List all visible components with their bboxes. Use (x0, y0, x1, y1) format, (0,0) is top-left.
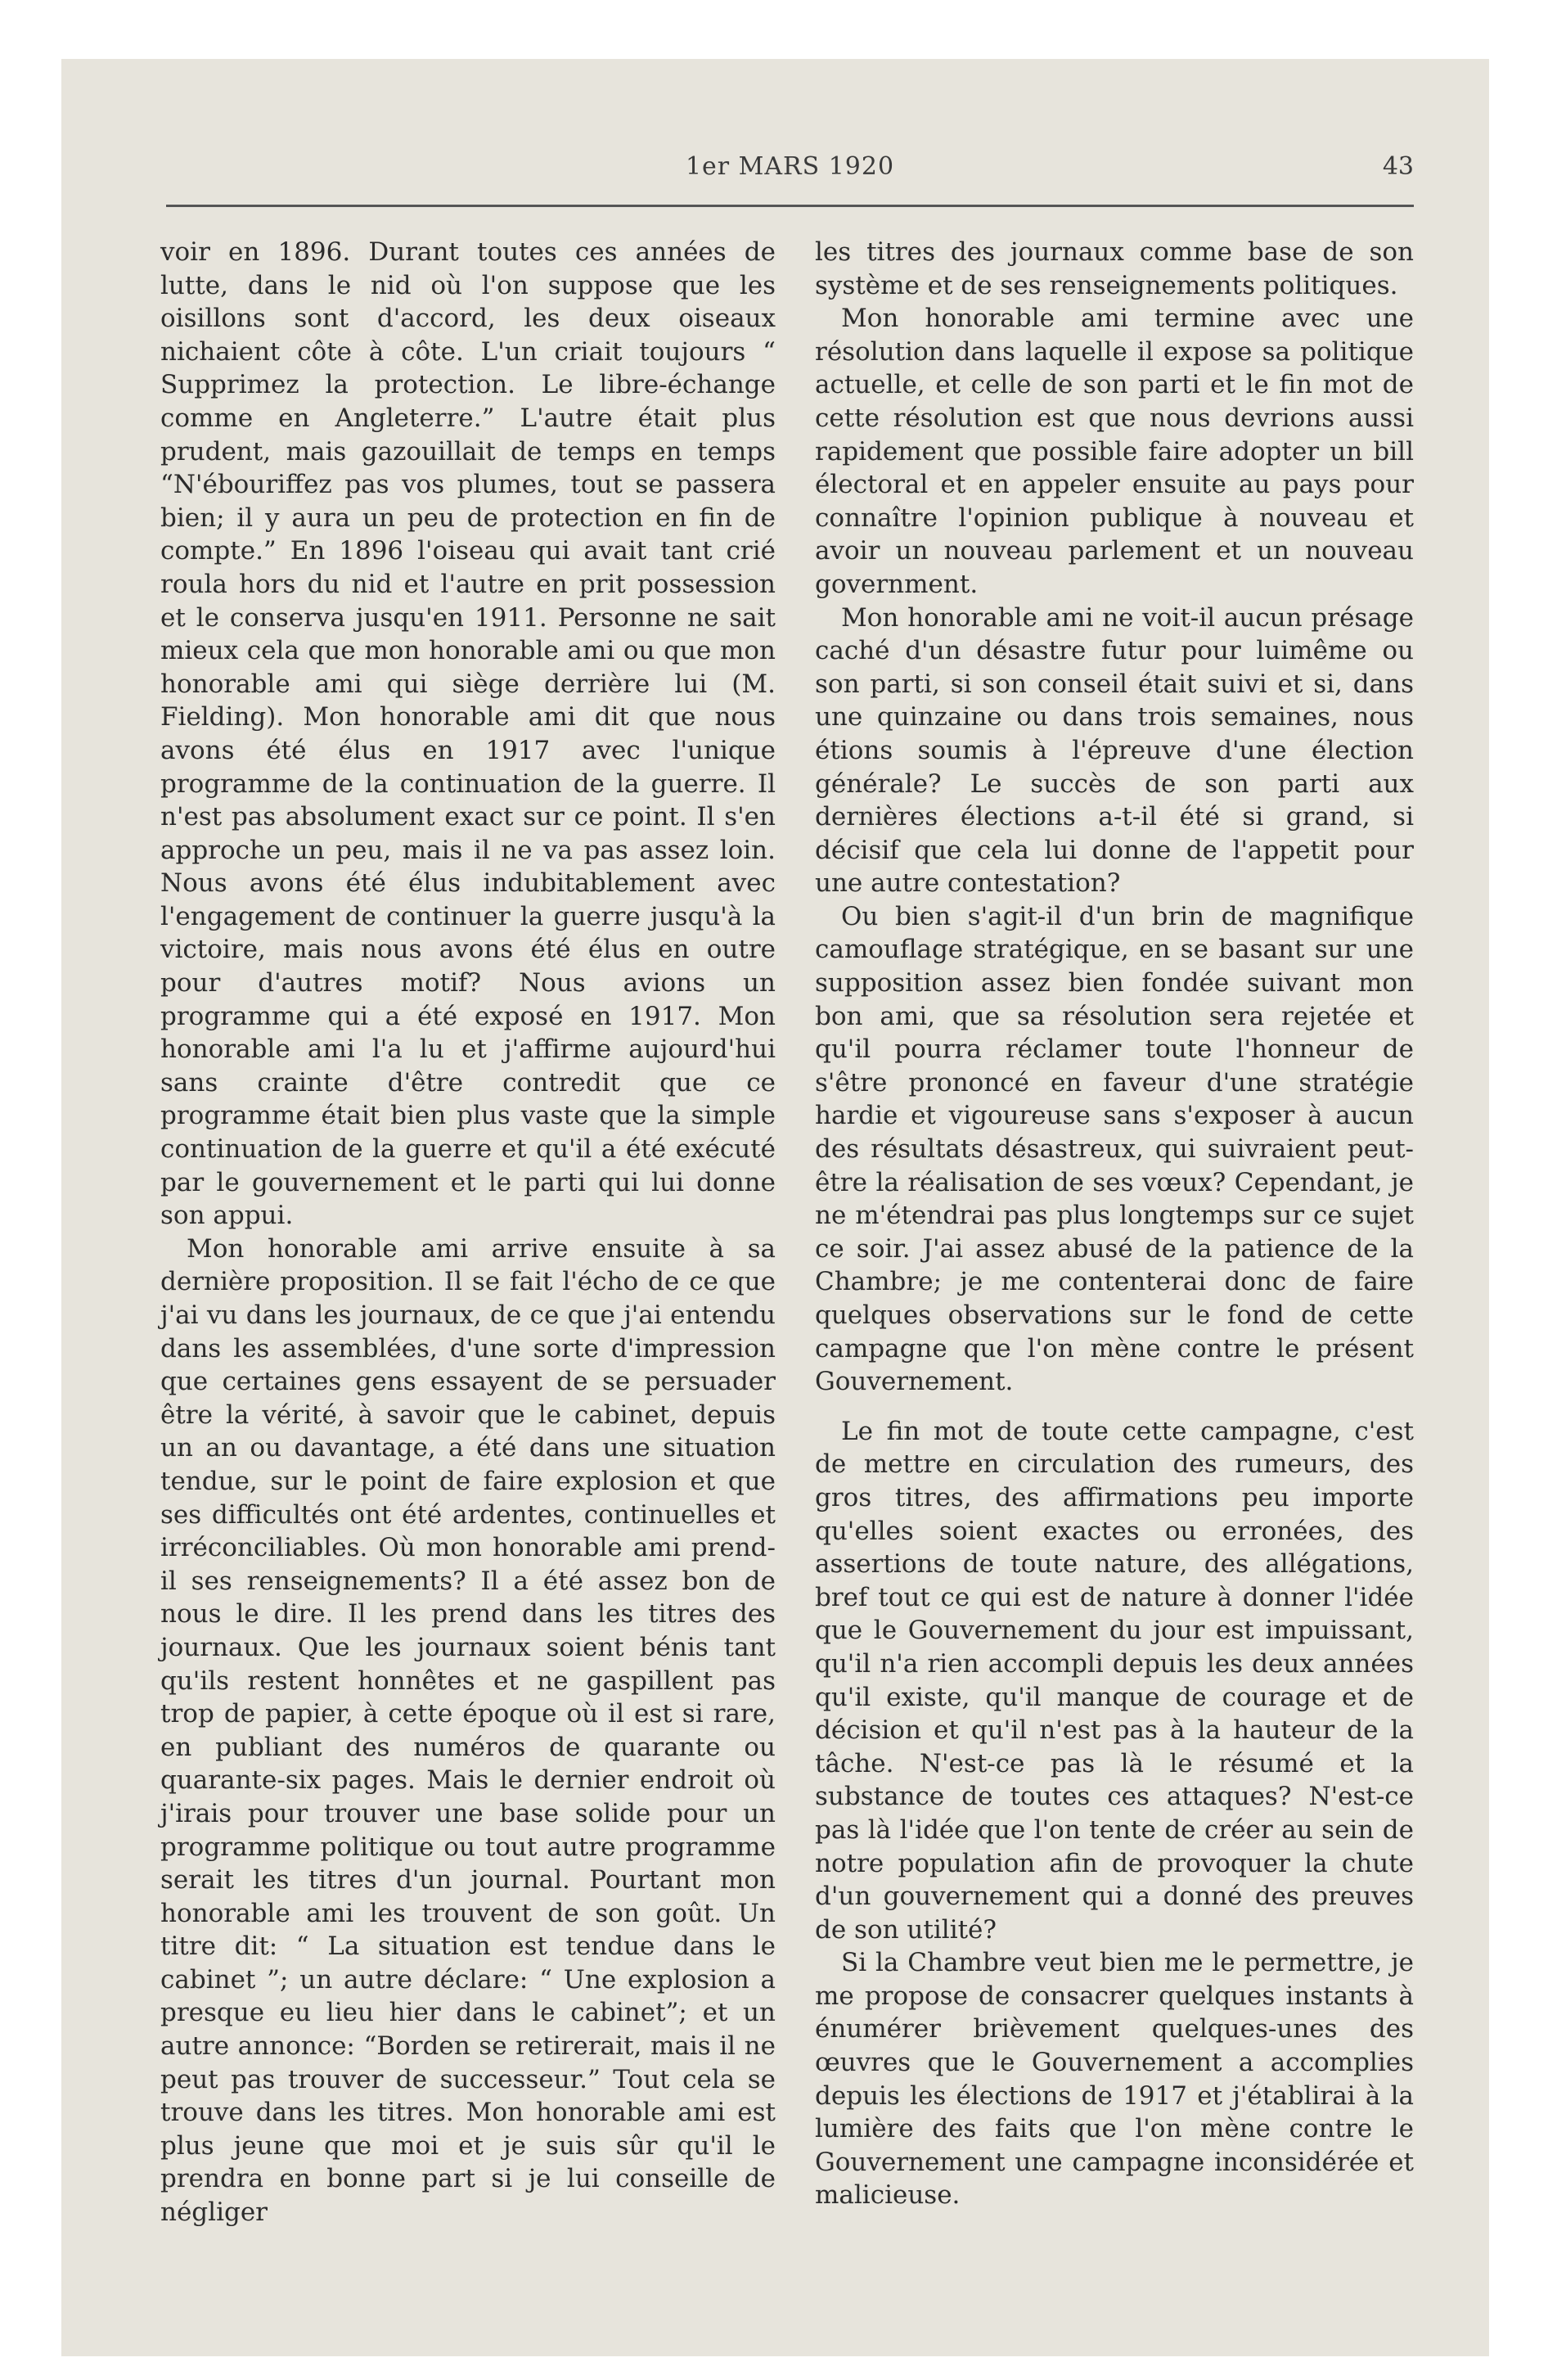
paragraph: Ou bien s'agit-il d'un brin de magnifique camouflage stratégique, en se basant sur une supposition assez bien fondée suivant mon bon ami, que sa résolution sera rejetée et qu'il pourra réclamer toute l'honneur de s'être prononcé en faveur d'une stratégie hardie et vigoureuse sans s'exposer à aucun des résultats désastreux, qui suivraient peut-être la réalisation de ses vœux? Cependant, je ne m'étendrai pas plus longtemps sur ce sujet ce soir. J'ai assez abusé de la patience de la Chambre; je me contenterai donc de faire quelques observations sur le fond de cette campagne que l'on mène contre le présent Gouvernement. (815, 901, 1414, 1397)
paragraph: Mon honorable ami ne voit-il aucun présage caché d'un désastre futur pour luimême ou son parti, si son conseil était suivi et si, dans une quinzaine ou dans trois semaines, nous étions soumis à l'épreuve d'une élection générale? Le succès de son parti aux dernières élections a-t-il été si grand, si décisif que cela lui donne de l'appetit pour une autre contestation? (815, 602, 1414, 899)
paragraph: Si la Chambre veut bien me le permettre, je me propose de consacrer quelques instants à énumérer brièvement quelques-unes des œuvres que le Gouvernement a accomplies depuis les élections de 1917 et j'établirai à la lumière des faits que l'on mène contre le Gouvernement une campagne inconsidérée et malicieuse. (815, 1948, 1414, 2211)
header-rule (166, 205, 1414, 207)
left-column (160, 236, 776, 2229)
paragraph: Mon honorable ami termine avec une résolution dans laquelle il expose sa politique actuelle, et celle de son parti et le fin mot de cette résolution est que nous devrions aussi rapidement que possible faire adopter un bill électoral et en appeler ensuite au pays pour connaître l'opinion publique à nouveau et avoir un nouveau parlement et un nouveau government. (815, 304, 1414, 599)
paragraph: Mon honorable ami arrive ensuite à sa dernière proposition. Il se fait l'écho de ce que j'ai vu dans les journaux, de ce que j'ai entendu dans les assemblées, d'une sorte d'impression que certaines gens essayent de se persuader être la vérité, à savoir que le cabinet, depuis un an ou davantage, a été dans une situation tendue, sur le point de faire explosion et que ses difficultés ont été ardentes, continuelles et irréconciliables. Où mon honorable ami prend-il ses renseignements? Il a été assez bon de nous le dire. Il les prend dans les titres des journaux. Que les journaux soient bénis tant qu'ils restent honnêtes et ne gaspillent pas trop de papier, à cette époque où il est si rare, en publiant des numéros de quarante ou quarante-six pages. Mais le dernier endroit où j'irais pour trouver une base solide pour un programme politique ou tout autre programme serait les titres d'un journal. Pourtant mon honorable ami les trouvent de son goût. Un titre dit: “ La situation est tendue dans le cabinet ”; un autre déclare: “ Une explosion a presque eu lieu hier dans le cabinet”; et un autre annonce: “Borden se retirerait, mais il ne peut pas trouver de successeur.” Tout cela se trouve dans les titres. Mon honorable ami est plus jeune que moi et je suis sûr qu'il le prendra en bonne part si je lui conseille de négliger (160, 1233, 776, 2228)
paragraph: Le fin mot de toute cette campagne, c'est de mettre en circulation des rumeurs, des gros titres, des affirmations peu importe qu'elles soient exactes ou erronées, des assertions de toute nature, des allégations, bref tout ce qui est de nature à donner l'idée que le Gouvernement du jour est impuissant, qu'il n'a rien accompli depuis les deux années qu'il existe, qu'il manque de courage et de décision et qu'il n'est pas à la hauteur de la tâche. N'est-ce pas là le résumé et la substance de toutes ces attaques? N'est-ce pas là l'idée que l'on tente de créer au sein de notre population afin de provoquer la chute d'un gouvernement qui a donné des preuves de son utilité? (815, 1416, 1414, 1945)
page-header (166, 152, 1414, 185)
right-column (815, 236, 1414, 2212)
page-number: 43 (1382, 152, 1414, 181)
paragraph: voir en 1896. Durant toutes ces années de lutte, dans le nid où l'on suppose que les oisillons sont d'accord, les deux oiseaux nichaient côte à côte. L'un criait toujours “ Supprimez la protection. Le libre-échange comme en Angleterre.” L'autre était plus prudent, mais gazouillait de temps en temps “N'ébouriffez pas vos plumes, tout se passera bien; il y aura un peu de protection en fin de compte.” En 1896 l'oiseau qui avait tant crié roula hors du nid et l'autre en prit possession et le conserva jusqu'en 1911. Personne ne sait mieux cela que mon honorable ami ou que mon honorable ami qui siège derrière lui (M. Fielding). Mon honorable ami dit que nous avons été élus en 1917 avec l'unique programme de la continuation de la guerre. Il n'est pas absolument exact sur ce point. Il s'en approche un peu, mais il ne va pas assez loin. Nous avons été élus indubitablement avec l'engagement de continuer la guerre jusqu'à la victoire, mais nous avons été élus en outre pour d'autres motif? Nous avions un programme qui a été exposé en 1917. Mon honorable ami l'a lu et j'affirme aujourd'hui sans crainte d'être contredit que ce programme était bien plus vaste que la simple continuation de la guerre et qu'il a été exécuté par le gouvernement et le parti qui lui donne son appui. (160, 237, 776, 1231)
header-date: 1er MARS 1920 (685, 152, 895, 181)
paragraph: les titres des journaux comme base de son système et de ses renseignements politiques. (815, 237, 1414, 300)
